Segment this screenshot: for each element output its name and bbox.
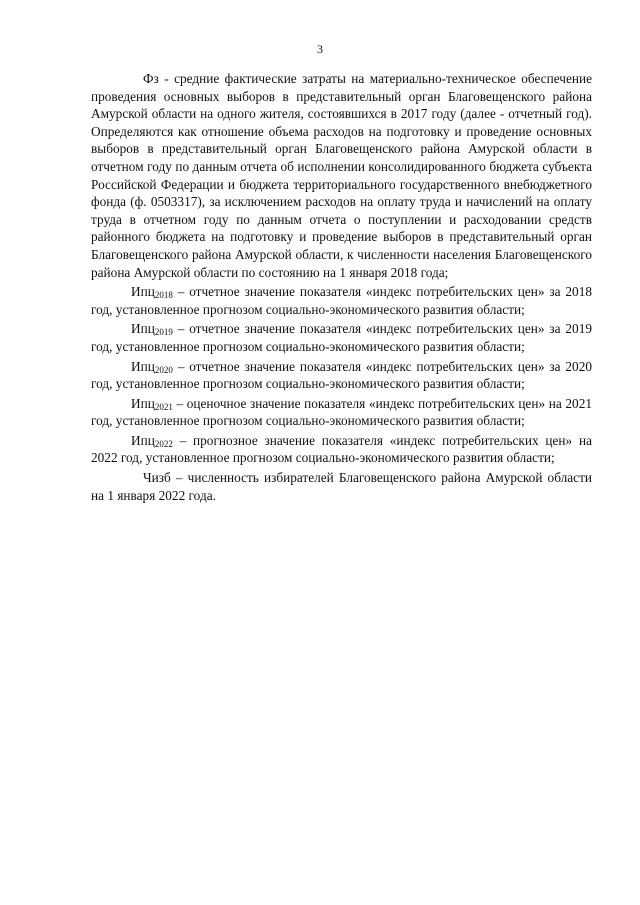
definition-term-subscript: 2018 <box>154 290 173 301</box>
definition-paragraph <box>91 395 592 430</box>
definition-term-subscript: 2022 <box>154 438 173 449</box>
definition-paragraph <box>91 358 592 393</box>
definition-text: – оценочное значение показателя «индекс потребительских цен» на 2021 год, установленное прогнозом социально-экономического развития области; <box>91 395 592 429</box>
definition-term: Чизб <box>143 470 171 486</box>
definition-text: - средние фактические затраты на материально-техническое обеспечение проведения основных выборов в представительный орган Благовещенского района Амурской области на одного жителя, состоявшихся в 2017 году (далее - отчетный год). Определяются как отношение объема расходов на подготовку и проведение основных выборов в представительный орган Благовещенского района Амурской области в отчетном году по данным отчета об исполнении консолидированного бюджета субъекта Российской Федерации и бюджета территориального государственного внебюджетного фонда (ф. 0503317), за исключением расходов на оплату труда и начислений на оплату труда в отчетном году по данным отчета о поступлении и расходовании средств районного бюджета на подготовку и проведение выборов в представительный орган Благовещенского района Амурской области, к численности населения Благовещенского района Амурской области по состоянию на 1 января 2018 года; <box>91 71 592 280</box>
definition-term-subscript: 2021 <box>154 401 173 412</box>
definition-paragraph <box>91 320 592 355</box>
definition-term: Ипц <box>131 321 155 337</box>
definition-text: – отчетное значение показателя «индекс потребительских цен» за 2019 год, установленное прогнозом социально-экономического развития области; <box>91 321 592 354</box>
definition-term: Ипц <box>131 395 155 411</box>
definition-paragraph <box>91 469 592 504</box>
definition-term-subscript: 2020 <box>154 364 173 375</box>
definition-term: Ипц <box>131 432 155 448</box>
definition-text: – прогнозное значение показателя «индекс потребительских цен» на 2022 год, установленное прогнозом социально-экономического развития области; <box>91 432 592 466</box>
definition-term: Ипц <box>131 358 155 374</box>
definition-paragraph <box>91 432 592 467</box>
definition-text: – отчетное значение показателя «индекс потребительских цен» за 2018 год, установленное прогнозом социально-экономического развития области; <box>91 284 592 317</box>
document-body <box>91 70 592 506</box>
definition-paragraph <box>91 283 592 318</box>
definition-term: Фз <box>143 71 159 86</box>
definition-paragraph <box>91 70 592 281</box>
page-number: 3 <box>317 42 323 56</box>
definition-term-subscript: 2019 <box>154 327 173 338</box>
definition-text: – отчетное значение показателя «индекс потребительских цен» за 2020 год, установленное прогнозом социально-экономического развития области; <box>91 358 592 392</box>
definition-text: – численность избирателей Благовещенского района Амурской области на 1 января 2022 года. <box>91 470 592 503</box>
definition-term: Ипц <box>131 284 155 300</box>
